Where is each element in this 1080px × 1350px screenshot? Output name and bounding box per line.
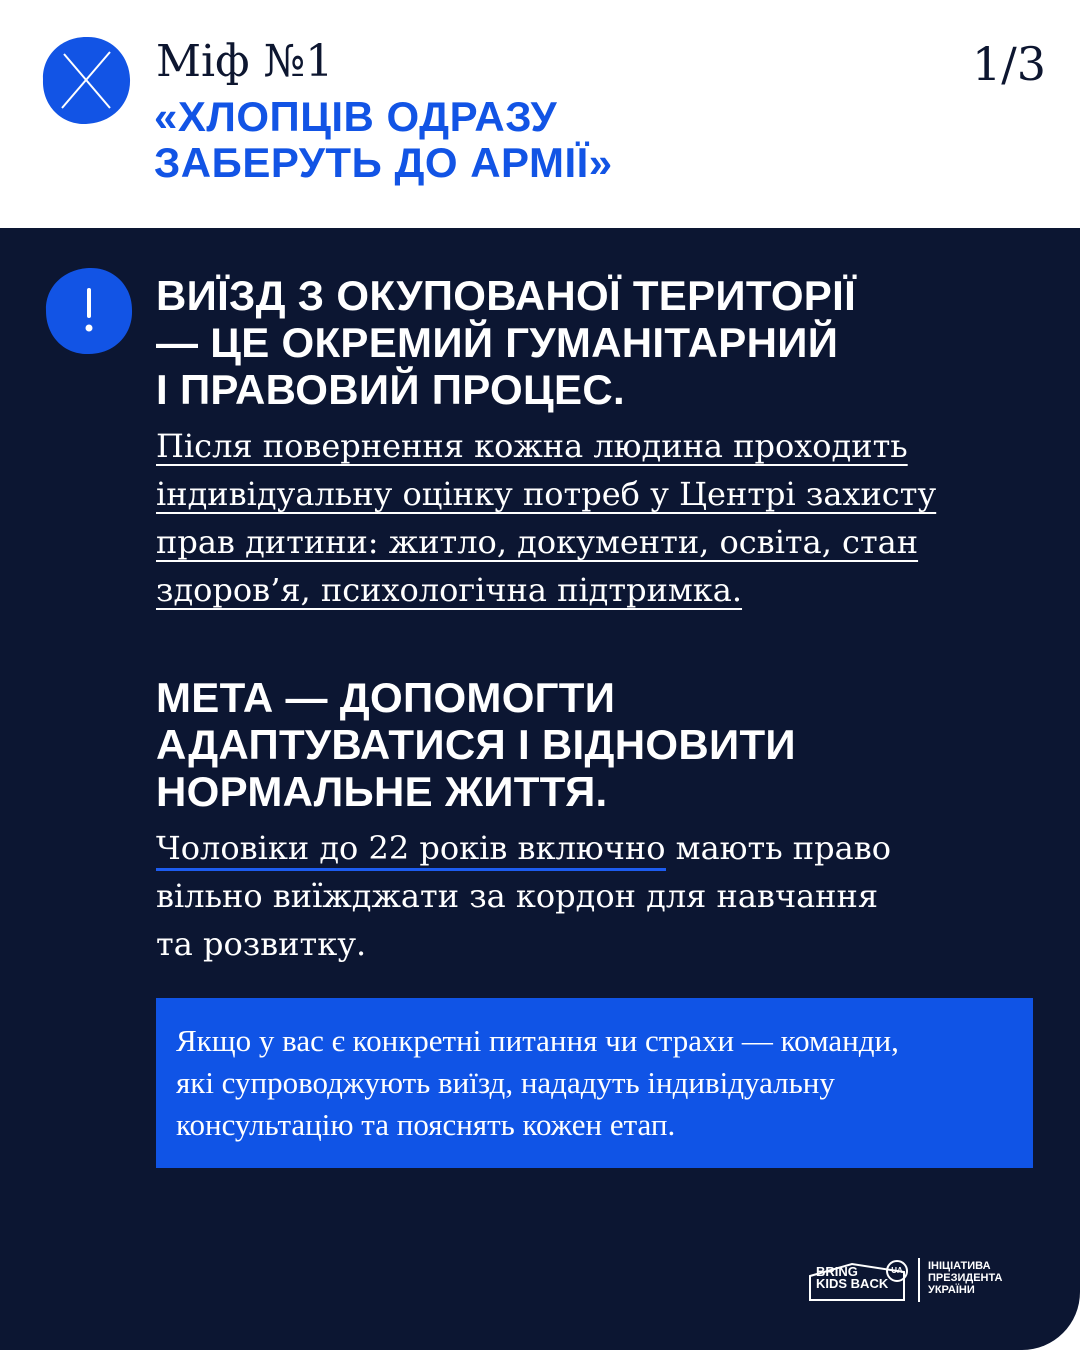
text-line: та розвитку. bbox=[156, 925, 367, 963]
bring-kids-back-logo bbox=[808, 1254, 1038, 1304]
text-line bbox=[156, 824, 1036, 872]
text-fragment: мають право bbox=[665, 829, 891, 867]
text-line: здоров’я, психологічна підтримка. bbox=[156, 571, 743, 609]
section1-heading bbox=[156, 272, 1036, 413]
logo-kids-back: KIDS BACK bbox=[816, 1276, 889, 1291]
myth-title bbox=[154, 94, 874, 186]
logo-bring: BRING bbox=[816, 1264, 858, 1279]
callout-box bbox=[156, 998, 1033, 1168]
x-mark-icon bbox=[40, 34, 132, 126]
header bbox=[0, 0, 1080, 228]
initiative-line: УКРАЇНИ bbox=[928, 1284, 975, 1296]
callout-text bbox=[176, 1020, 1021, 1146]
text-line: індивідуальну оцінку потреб у Центрі захисту bbox=[156, 475, 937, 513]
heading-line: ВИЇЗД З ОКУПОВАНОЇ ТЕРИТОРІЇ bbox=[156, 272, 856, 319]
section2-text bbox=[156, 824, 1036, 968]
initiative-line: ПРЕЗИДЕНТА bbox=[928, 1272, 1003, 1284]
myth-title-line: ЗАБЕРУТЬ ДО АРМІЇ» bbox=[154, 139, 613, 186]
logo-wordmark bbox=[816, 1266, 888, 1290]
logo-divider bbox=[918, 1258, 920, 1302]
exclamation-icon bbox=[44, 266, 134, 356]
heading-line: АДАПТУВАТИСЯ І ВІДНОВИТИ bbox=[156, 721, 796, 768]
text-line: Після повернення кожна людина проходить bbox=[156, 427, 908, 465]
heading-line: — ЦЕ ОКРЕМИЙ ГУМАНІТАРНИЙ bbox=[156, 319, 839, 366]
logo-initiative bbox=[928, 1260, 1002, 1296]
highlighted-text: Чоловіки до 22 років включно bbox=[156, 829, 666, 871]
section1-text bbox=[156, 422, 1036, 614]
callout-line: консультацію та пояснять кожен етап. bbox=[176, 1107, 676, 1142]
text-line: вільно виїжджати за кордон для навчання bbox=[156, 877, 879, 915]
callout-line: Якщо у вас є конкретні питання чи страхи — команди, bbox=[176, 1023, 899, 1058]
heading-line: НОРМАЛЬНЕ ЖИТТЯ. bbox=[156, 768, 608, 815]
heading-line: І ПРАВОВИЙ ПРОЦЕС. bbox=[156, 366, 625, 413]
myth-title-line: «ХЛОПЦІВ ОДРАЗУ bbox=[154, 93, 558, 140]
logo-ua-badge: UA bbox=[886, 1260, 908, 1282]
page-counter: 1/3 bbox=[971, 37, 1046, 91]
text-line: прав дитини: житло, документи, освіта, стан bbox=[156, 523, 919, 561]
heading-line: МЕТА — ДОПОМОГТИ bbox=[156, 674, 616, 721]
myth-label: Міф №1 bbox=[156, 36, 334, 87]
section2-heading bbox=[156, 674, 1036, 815]
callout-line: які супроводжують виїзд, нададуть індивідуальну bbox=[176, 1065, 835, 1100]
initiative-line: ІНІЦІАТИВА bbox=[928, 1260, 991, 1272]
